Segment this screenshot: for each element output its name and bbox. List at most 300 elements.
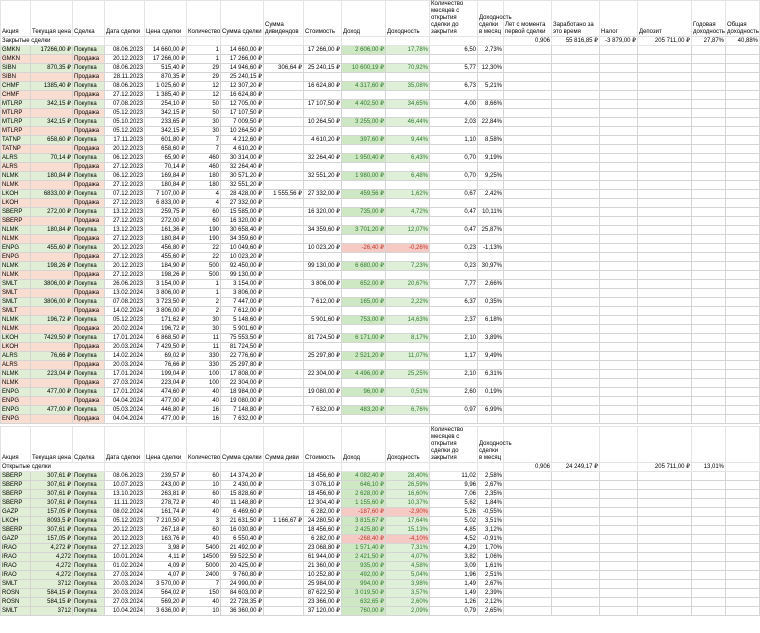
cell[interactable] xyxy=(692,415,726,424)
summary-empty[interactable] xyxy=(600,463,638,472)
cell-q[interactable]: 7 xyxy=(187,136,221,145)
cell[interactable] xyxy=(726,361,760,370)
cell[interactable] xyxy=(504,343,552,352)
cell-p[interactable]: 584,15 ₽ xyxy=(31,598,73,607)
cell[interactable] xyxy=(504,589,552,598)
cell-p[interactable]: 342,15 ₽ xyxy=(31,118,73,127)
header-yield[interactable]: Доходность xyxy=(386,1,430,37)
cell-q[interactable]: 2 xyxy=(187,298,221,307)
cell[interactable] xyxy=(600,91,638,100)
cell-dt[interactable]: 07.08.2023 xyxy=(105,298,145,307)
cell-q[interactable]: 2400 xyxy=(187,571,221,580)
cell-dt[interactable]: 13.02.2024 xyxy=(105,289,145,298)
cell-c[interactable] xyxy=(304,307,342,316)
cell-dv[interactable] xyxy=(264,253,304,262)
cell-y[interactable] xyxy=(386,361,430,370)
cell-c[interactable]: 6 282,00 ₽ xyxy=(304,508,342,517)
cell-t[interactable]: SMLT xyxy=(1,298,31,307)
cell[interactable] xyxy=(726,379,760,388)
cell-s[interactable]: 7 612,00 ₽ xyxy=(221,307,264,316)
cell[interactable] xyxy=(638,589,692,598)
cell-q[interactable]: 10 xyxy=(187,481,221,490)
cell[interactable] xyxy=(145,37,187,46)
cell-q[interactable]: 22 xyxy=(187,244,221,253)
cell-dv[interactable] xyxy=(264,91,304,100)
table-row[interactable] xyxy=(1,598,760,607)
cell-t[interactable]: SIBN xyxy=(1,64,31,73)
cell-d[interactable]: Покупка xyxy=(73,208,105,217)
cell-y[interactable] xyxy=(386,181,430,190)
cell-dv[interactable] xyxy=(264,415,304,424)
cell[interactable] xyxy=(638,244,692,253)
cell-m[interactable]: 1,49 xyxy=(430,589,478,598)
cell[interactable] xyxy=(552,553,600,562)
table-row[interactable] xyxy=(1,325,760,334)
cell-c[interactable] xyxy=(304,415,342,424)
header-months[interactable]: Количество месяцев с открытия сделки до закрытия xyxy=(430,1,478,37)
cell-mm[interactable] xyxy=(478,73,504,82)
cell-d[interactable]: Покупка xyxy=(73,517,105,526)
cell[interactable] xyxy=(552,55,600,64)
cell-p[interactable]: 157,05 ₽ xyxy=(31,508,73,517)
table-row[interactable] xyxy=(1,298,760,307)
cell-q[interactable]: 50 xyxy=(187,100,221,109)
cell-dp[interactable]: 263,81 ₽ xyxy=(145,490,187,499)
cell-d[interactable]: Продажа xyxy=(73,127,105,136)
header-date[interactable]: Дата сделки xyxy=(105,1,145,37)
cell-t[interactable]: NLMK xyxy=(1,370,31,379)
cell[interactable] xyxy=(430,463,478,472)
header-cost[interactable]: Стоимость xyxy=(304,427,342,463)
cell[interactable] xyxy=(600,208,638,217)
cell[interactable] xyxy=(552,271,600,280)
cell[interactable] xyxy=(600,388,638,397)
cell[interactable] xyxy=(304,463,342,472)
cell-i[interactable] xyxy=(342,343,386,352)
cell-p[interactable] xyxy=(31,289,73,298)
cell-d[interactable]: Покупка xyxy=(73,370,105,379)
cell-i[interactable]: 632,65 ₽ xyxy=(342,598,386,607)
cell-y[interactable]: 14,63% xyxy=(386,316,430,325)
cell[interactable] xyxy=(726,388,760,397)
cell-q[interactable]: 40 xyxy=(187,535,221,544)
cell-y[interactable]: 17,78% xyxy=(386,46,430,55)
cell-q[interactable]: 2 xyxy=(187,307,221,316)
cell-dt[interactable]: 17.01.2024 xyxy=(105,334,145,343)
cell[interactable] xyxy=(552,145,600,154)
cell-mm[interactable]: 1,06% xyxy=(478,553,504,562)
header-empty[interactable] xyxy=(692,427,726,463)
cell-d[interactable]: Продажа xyxy=(73,361,105,370)
cell-i[interactable] xyxy=(342,235,386,244)
cell[interactable] xyxy=(552,172,600,181)
table-row[interactable] xyxy=(1,397,760,406)
cell[interactable] xyxy=(478,463,504,472)
cell-t[interactable]: SMLT xyxy=(1,289,31,298)
cell-y[interactable] xyxy=(386,307,430,316)
cell-t[interactable]: ALRS xyxy=(1,352,31,361)
cell-dp[interactable]: 477,00 ₽ xyxy=(145,415,187,424)
table-row[interactable] xyxy=(1,316,760,325)
header-div[interactable]: Сумма дивидендов xyxy=(264,1,304,37)
cell-dp[interactable]: 161,74 ₽ xyxy=(145,508,187,517)
cell-p[interactable]: 180,84 ₽ xyxy=(31,172,73,181)
cell-dt[interactable]: 26.06.2023 xyxy=(105,280,145,289)
cell-t[interactable]: NLMK xyxy=(1,235,31,244)
cell-p[interactable]: 196,72 ₽ xyxy=(31,316,73,325)
cell[interactable] xyxy=(726,163,760,172)
cell-c[interactable]: 27 332,00 ₽ xyxy=(304,190,342,199)
cell-q[interactable]: 7 xyxy=(187,580,221,589)
cell[interactable] xyxy=(726,316,760,325)
cell-y[interactable] xyxy=(386,145,430,154)
cell-t[interactable]: GAZP xyxy=(1,508,31,517)
cell-dp[interactable]: 223,04 ₽ xyxy=(145,379,187,388)
cell-c[interactable]: 99 130,00 ₽ xyxy=(304,262,342,271)
cell[interactable] xyxy=(692,55,726,64)
cell-c[interactable] xyxy=(304,289,342,298)
cell-t[interactable]: TATNP xyxy=(1,136,31,145)
cell-d[interactable]: Покупка xyxy=(73,580,105,589)
cell-i[interactable]: 1 980,00 ₽ xyxy=(342,172,386,181)
cell-m[interactable]: 6,50 xyxy=(430,46,478,55)
cell-dv[interactable] xyxy=(264,499,304,508)
cell-y[interactable] xyxy=(386,217,430,226)
cell-t[interactable]: ENPG xyxy=(1,253,31,262)
table-row[interactable] xyxy=(1,388,760,397)
cell[interactable] xyxy=(726,508,760,517)
cell-dp[interactable]: 161,36 ₽ xyxy=(145,226,187,235)
cell-p[interactable] xyxy=(31,145,73,154)
cell[interactable] xyxy=(552,544,600,553)
cell-y[interactable] xyxy=(386,253,430,262)
cell[interactable] xyxy=(600,571,638,580)
cell[interactable] xyxy=(504,190,552,199)
table-row[interactable] xyxy=(1,100,760,109)
cell-dt[interactable]: 20.12.2023 xyxy=(105,262,145,271)
cell-d[interactable]: Покупка xyxy=(73,562,105,571)
cell[interactable] xyxy=(638,73,692,82)
cell-m[interactable] xyxy=(430,289,478,298)
cell-dv[interactable] xyxy=(264,589,304,598)
cell-s[interactable]: 10 264,50 ₽ xyxy=(221,127,264,136)
table-row[interactable] xyxy=(1,481,760,490)
table-row[interactable] xyxy=(1,136,760,145)
cell-q[interactable]: 460 xyxy=(187,154,221,163)
cell-mm[interactable]: 0,35% xyxy=(478,298,504,307)
cell-y[interactable] xyxy=(386,343,430,352)
cell-c[interactable] xyxy=(304,361,342,370)
cell[interactable] xyxy=(600,379,638,388)
cell-i[interactable]: 1 155,60 ₽ xyxy=(342,499,386,508)
cell[interactable] xyxy=(552,598,600,607)
cell[interactable] xyxy=(692,499,726,508)
cell[interactable] xyxy=(692,553,726,562)
cell-t[interactable]: LKOH xyxy=(1,190,31,199)
cell-dt[interactable]: 27.12.2023 xyxy=(105,163,145,172)
summary-deposit[interactable]: 205 711,00 ₽ xyxy=(638,37,692,46)
cell-t[interactable]: NLMK xyxy=(1,325,31,334)
cell[interactable] xyxy=(504,64,552,73)
cell-p[interactable] xyxy=(31,217,73,226)
cell-d[interactable]: Покупка xyxy=(73,64,105,73)
cell-t[interactable]: SMLT xyxy=(1,580,31,589)
cell-s[interactable]: 7 148,80 ₽ xyxy=(221,406,264,415)
cell[interactable] xyxy=(726,91,760,100)
cell-q[interactable]: 16 xyxy=(187,415,221,424)
cell-s[interactable]: 25 240,15 ₽ xyxy=(221,73,264,82)
cell[interactable] xyxy=(600,235,638,244)
cell-q[interactable]: 30 xyxy=(187,127,221,136)
cell-dt[interactable]: 17.11.2023 xyxy=(105,136,145,145)
cell-s[interactable]: 59 522,50 ₽ xyxy=(221,553,264,562)
cell[interactable] xyxy=(726,172,760,181)
cell[interactable] xyxy=(638,307,692,316)
cell-i[interactable] xyxy=(342,55,386,64)
cell-d[interactable]: Покупка xyxy=(73,118,105,127)
cell-c[interactable] xyxy=(304,397,342,406)
cell-t[interactable]: ALRS xyxy=(1,361,31,370)
cell-d[interactable]: Покупка xyxy=(73,280,105,289)
cell-mm[interactable] xyxy=(478,325,504,334)
cell-p[interactable] xyxy=(31,307,73,316)
cell[interactable] xyxy=(638,181,692,190)
cell-y[interactable]: 3,57% xyxy=(386,589,430,598)
cell[interactable] xyxy=(552,517,600,526)
cell-s[interactable]: 4 610,20 ₽ xyxy=(221,145,264,154)
summary-annual[interactable]: 13,01% xyxy=(692,463,726,472)
cell[interactable] xyxy=(504,481,552,490)
table-row[interactable] xyxy=(1,55,760,64)
cell-d[interactable]: Продажа xyxy=(73,271,105,280)
cell-c[interactable] xyxy=(304,343,342,352)
table-row[interactable] xyxy=(1,73,760,82)
cell-y[interactable]: 6,48% xyxy=(386,172,430,181)
cell-dp[interactable]: 180,84 ₽ xyxy=(145,235,187,244)
cell-dp[interactable]: 7 107,00 ₽ xyxy=(145,190,187,199)
cell-dt[interactable]: 27.12.2023 xyxy=(105,199,145,208)
cell-p[interactable] xyxy=(31,415,73,424)
cell-i[interactable] xyxy=(342,289,386,298)
cell-d[interactable]: Покупка xyxy=(73,262,105,271)
cell-d[interactable]: Покупка xyxy=(73,535,105,544)
cell-dv[interactable] xyxy=(264,118,304,127)
cell-t[interactable]: ALRS xyxy=(1,154,31,163)
cell-t[interactable]: NLMK xyxy=(1,316,31,325)
cell[interactable] xyxy=(692,352,726,361)
header-income[interactable]: Доход xyxy=(342,1,386,37)
cell[interactable] xyxy=(504,262,552,271)
cell-c[interactable] xyxy=(304,235,342,244)
cell[interactable] xyxy=(552,307,600,316)
cell[interactable] xyxy=(692,127,726,136)
cell[interactable] xyxy=(600,226,638,235)
cell-c[interactable] xyxy=(304,55,342,64)
cell-dp[interactable]: 17 266,00 ₽ xyxy=(145,55,187,64)
cell-i[interactable] xyxy=(342,163,386,172)
header-empty[interactable] xyxy=(600,427,638,463)
cell[interactable] xyxy=(638,580,692,589)
cell-q[interactable]: 30 xyxy=(187,325,221,334)
cell-i[interactable] xyxy=(342,253,386,262)
cell-dt[interactable]: 04.04.2024 xyxy=(105,397,145,406)
cell[interactable] xyxy=(600,217,638,226)
cell-c[interactable]: 23 366,00 ₽ xyxy=(304,598,342,607)
cell-m[interactable]: 2,10 xyxy=(430,334,478,343)
cell-dp[interactable]: 6 868,50 ₽ xyxy=(145,334,187,343)
summary-empty[interactable] xyxy=(726,463,760,472)
cell-dt[interactable]: 05.03.2024 xyxy=(105,406,145,415)
cell-y[interactable] xyxy=(386,109,430,118)
cell-c[interactable]: 37 120,00 ₽ xyxy=(304,607,342,616)
cell[interactable] xyxy=(726,580,760,589)
cell-d[interactable]: Покупка xyxy=(73,46,105,55)
cell-dv[interactable] xyxy=(264,343,304,352)
cell[interactable] xyxy=(726,370,760,379)
cell-dt[interactable]: 13.12.2023 xyxy=(105,226,145,235)
table-row[interactable] xyxy=(1,46,760,55)
cell-m[interactable]: 4,52 xyxy=(430,535,478,544)
cell-i[interactable]: 1 571,40 ₽ xyxy=(342,544,386,553)
cell[interactable] xyxy=(638,91,692,100)
cell-mm[interactable]: 25,87% xyxy=(478,226,504,235)
cell-mm[interactable] xyxy=(478,55,504,64)
cell-c[interactable]: 7 612,00 ₽ xyxy=(304,298,342,307)
cell-i[interactable]: 459,56 ₽ xyxy=(342,190,386,199)
summary-years[interactable]: 0,906 xyxy=(504,463,552,472)
cell-t[interactable]: IRAO xyxy=(1,544,31,553)
cell-d[interactable]: Покупка xyxy=(73,589,105,598)
table-row[interactable] xyxy=(1,406,760,415)
cell-dt[interactable]: 20.03.2024 xyxy=(105,361,145,370)
cell-dt[interactable]: 27.12.2023 xyxy=(105,217,145,226)
cell-p[interactable]: 307,61 ₽ xyxy=(31,481,73,490)
cell-t[interactable]: ENPG xyxy=(1,406,31,415)
cell[interactable] xyxy=(552,262,600,271)
cell[interactable] xyxy=(600,334,638,343)
cell-dv[interactable] xyxy=(264,508,304,517)
cell-q[interactable]: 5400 xyxy=(187,544,221,553)
cell[interactable] xyxy=(552,91,600,100)
cell-dt[interactable]: 11.11.2023 xyxy=(105,499,145,508)
cell[interactable] xyxy=(638,127,692,136)
cell-dv[interactable] xyxy=(264,526,304,535)
cell-y[interactable] xyxy=(386,415,430,424)
cell[interactable] xyxy=(692,226,726,235)
cell-i[interactable]: 397,60 ₽ xyxy=(342,136,386,145)
header-qty[interactable]: Количество xyxy=(187,1,221,37)
cell-m[interactable] xyxy=(430,397,478,406)
cell-d[interactable]: Покупка xyxy=(73,607,105,616)
cell-c[interactable]: 17 107,50 ₽ xyxy=(304,100,342,109)
cell[interactable] xyxy=(504,82,552,91)
cell-p[interactable]: 3712 xyxy=(31,607,73,616)
cell[interactable] xyxy=(726,352,760,361)
table-row[interactable] xyxy=(1,415,760,424)
cell[interactable] xyxy=(504,325,552,334)
cell[interactable] xyxy=(638,481,692,490)
cell-s[interactable]: 27 332,00 ₽ xyxy=(221,199,264,208)
cell-i[interactable] xyxy=(342,217,386,226)
cell-dt[interactable]: 08.06.2023 xyxy=(105,64,145,73)
cell[interactable] xyxy=(726,118,760,127)
cell-dv[interactable] xyxy=(264,235,304,244)
cell-y[interactable]: 26,59% xyxy=(386,481,430,490)
cell-m[interactable]: 5,77 xyxy=(430,64,478,73)
cell-y[interactable] xyxy=(386,163,430,172)
cell-q[interactable]: 5000 xyxy=(187,562,221,571)
cell[interactable] xyxy=(304,37,342,46)
cell-p[interactable]: 307,61 ₽ xyxy=(31,526,73,535)
cell[interactable] xyxy=(552,343,600,352)
cell[interactable] xyxy=(552,589,600,598)
cell-dp[interactable]: 3 806,00 ₽ xyxy=(145,307,187,316)
cell-c[interactable]: 18 456,60 ₽ xyxy=(304,472,342,481)
cell-dp[interactable]: 272,00 ₽ xyxy=(145,217,187,226)
cell[interactable] xyxy=(692,109,726,118)
table-row[interactable] xyxy=(1,208,760,217)
cell[interactable] xyxy=(638,64,692,73)
cell-s[interactable]: 5 901,60 ₽ xyxy=(221,325,264,334)
cell[interactable] xyxy=(504,562,552,571)
cell[interactable] xyxy=(638,172,692,181)
cell-c[interactable]: 4 610,20 ₽ xyxy=(304,136,342,145)
cell-dv[interactable] xyxy=(264,136,304,145)
cell-m[interactable]: 0,70 xyxy=(430,172,478,181)
cell-s[interactable]: 16 624,80 ₽ xyxy=(221,91,264,100)
cell-d[interactable]: Покупка xyxy=(73,571,105,580)
cell-m[interactable]: 1,49 xyxy=(430,580,478,589)
cell[interactable] xyxy=(726,109,760,118)
cell[interactable] xyxy=(600,109,638,118)
cell-mm[interactable] xyxy=(478,397,504,406)
cell-dt[interactable]: 27.03.2024 xyxy=(105,379,145,388)
cell[interactable] xyxy=(726,136,760,145)
cell[interactable] xyxy=(600,280,638,289)
cell-t[interactable]: ENPG xyxy=(1,397,31,406)
cell-s[interactable]: 3 154,00 ₽ xyxy=(221,280,264,289)
table-row[interactable] xyxy=(1,109,760,118)
cell-y[interactable] xyxy=(386,73,430,82)
cell[interactable] xyxy=(504,91,552,100)
table-row[interactable] xyxy=(1,271,760,280)
cell[interactable] xyxy=(600,190,638,199)
cell-dt[interactable]: 08.02.2024 xyxy=(105,508,145,517)
cell-dp[interactable]: 342,15 ₽ xyxy=(145,127,187,136)
cell[interactable] xyxy=(504,490,552,499)
cell-dp[interactable]: 4,07 ₽ xyxy=(145,571,187,580)
header-date[interactable]: Дата сделки xyxy=(105,427,145,463)
cell-m[interactable] xyxy=(430,415,478,424)
cell-dv[interactable]: 306,64 ₽ xyxy=(264,64,304,73)
cell-dv[interactable] xyxy=(264,544,304,553)
cell-p[interactable] xyxy=(31,397,73,406)
cell[interactable] xyxy=(552,316,600,325)
cell[interactable] xyxy=(504,136,552,145)
cell[interactable] xyxy=(726,334,760,343)
cell[interactable] xyxy=(638,553,692,562)
table-row[interactable] xyxy=(1,181,760,190)
cell-mm[interactable]: 1,61% xyxy=(478,562,504,571)
cell[interactable] xyxy=(692,481,726,490)
cell-p[interactable]: 3806,00 ₽ xyxy=(31,298,73,307)
cell-c[interactable]: 34 359,60 ₽ xyxy=(304,226,342,235)
cell-y[interactable] xyxy=(386,199,430,208)
cell-dt[interactable]: 01.02.2024 xyxy=(105,562,145,571)
table-row[interactable] xyxy=(1,82,760,91)
header-empty[interactable] xyxy=(638,427,692,463)
cell-s[interactable]: 4 212,60 ₽ xyxy=(221,136,264,145)
